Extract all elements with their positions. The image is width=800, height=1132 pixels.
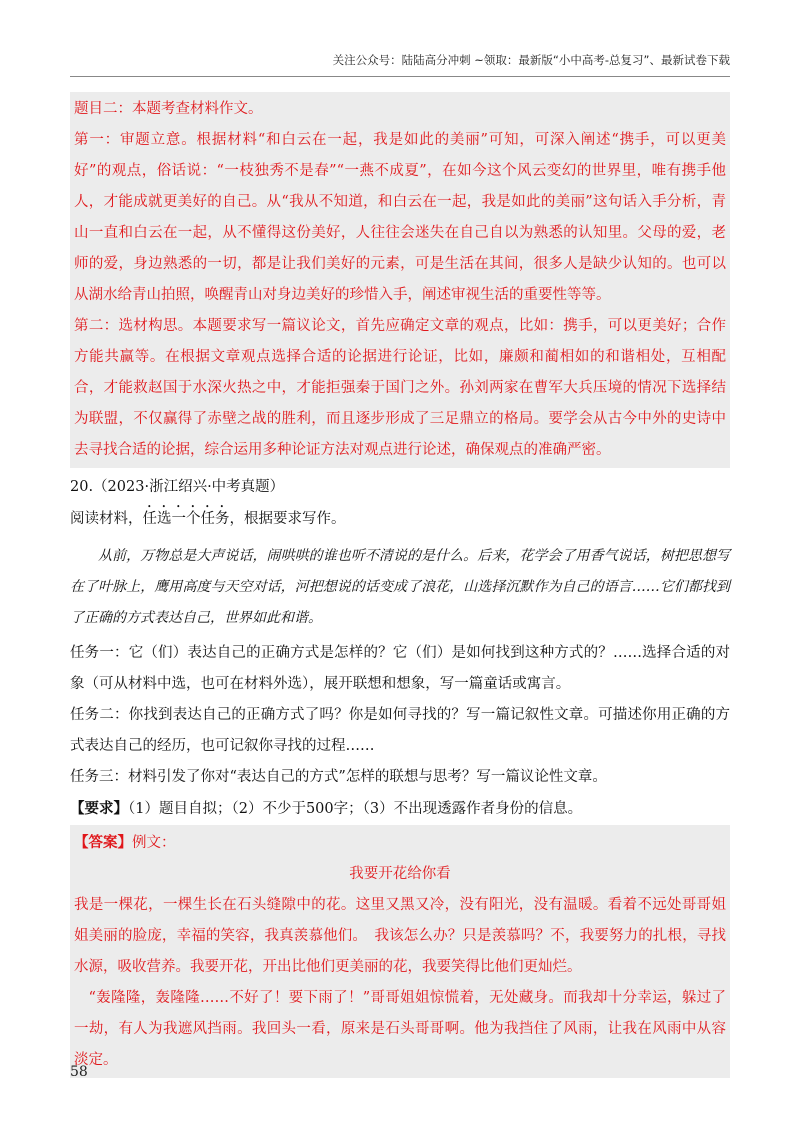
- analysis-block: [70, 92, 730, 468]
- essay-title: 我要开花给你看: [349, 866, 451, 882]
- answer-heading: [74, 827, 726, 859]
- essay-paragraph-2: “轰隆隆，轰隆隆……不好了！要下雨了！”哥哥姐姐惊慌着，无处藏身。而我却十分幸运，躲过了一劫，有人为我遮风挡雨。我回头一看，原来是石头哥哥啊。他为我挡住了风雨，让我在风雨中从容淡定。: [74, 990, 726, 1068]
- answer-label-suffix: 例文：: [132, 835, 176, 851]
- task-two: 任务二：你找到表达自己的正确方式了吗？你是如何寻找的？写一篇记叙性文章。可描述你用正确的方式表达自己的经历，也可记叙你寻找的过程……: [70, 707, 730, 754]
- requirements: [70, 793, 730, 825]
- page-header: 关注公众号：陆陆高分冲刺 ~领取：最新版“小中高考-总复习”、最新试卷下载: [332, 53, 730, 67]
- task-one: 任务一：它（们）表达自己的正确方式是怎样的？它（们）是如何找到这种方式的？……选择合适的对象（可从材料中选，也可在材料外选），展开联想和想象，写一篇童话或寓言。: [70, 645, 730, 692]
- reading-material: 从前，万物总是大声说话，闹哄哄的谁也听不清说的是什么。后来，花学会了用香气说话，树把思想写在了叶脉上，鹰用高度与天空对话，河把想说的话变成了浪花，山选择沉默作为自己的语言……它们都找到了正确的方式表达自己，世界如此和谐。: [70, 548, 730, 626]
- header-divider: [70, 76, 730, 77]
- requirements-text: （1）题目自拟；（2）不少于500字；（3）不出现透露作者身份的信息。: [128, 801, 583, 817]
- task-three: 任务三：材料引发了你对“表达自己的方式”怎样的联想与思考？写一篇议论性文章。: [70, 769, 607, 785]
- answer-block: [70, 825, 730, 1078]
- page-content: [70, 92, 730, 1078]
- question-instruction: [70, 503, 730, 535]
- essay-paragraph-1: 我是一棵花，一棵生长在石头缝隙中的花。这里又黑又冷，没有阳光，没有温暖。看着不远处哥哥姐姐美丽的脸庞，幸福的笑容，我真羡慕他们。 我该怎么办？只是羡慕吗？不，我要努力的扎根，寻找水源，吸收营养。我要开花，开出比他们更美丽的花，我要笑得比他们更灿烂。: [74, 897, 726, 975]
- instruction-emphasis: 任选一个任务: [142, 511, 230, 527]
- answer-label: 【答案】: [74, 834, 132, 851]
- page-number: 58: [70, 1064, 88, 1080]
- analysis-part1: 第一：审题立意。根据材料“和白云在一起，我是如此的美丽”可知，可深入阐述“携手，可以更美好”的观点，俗话说：“一枝独秀不是春”“一燕不成夏”，在如今这个风云变幻的世界里，唯有携手他人，才能成就更美好的自己。从“我从不知道，和白云在一起，我是如此的美丽”这句话入手分析，青山一直和白云在一起，从不懂得这份美好，人往往会迷失在自己自以为熟悉的认知里。父母的爱，老师的爱，身边熟悉的一切，都是让我们美好的元素，可是生活在其间，很多人是缺少认知的。也可以从湖水给青山拍照，唤醒青山对身边美好的珍惜入手，阐述审视生活的重要性等等。: [74, 132, 726, 303]
- analysis-part2: 第二：选材构思。本题要求写一篇议论文，首先应确定文章的观点，比如：携手，可以更美好；合作方能共赢等。在根据文章观点选择合适的论据进行论证，比如，廉颇和蔺相如的和谐相处，互相配合，才能救赵国于水深火热之中，才能拒强秦于国门之外。孙刘两家在曹军大兵压境的情况下选择结为联盟，不仅赢得了赤壁之战的胜利，而且逐步形成了三足鼎立的格局。要学会从古今中外的史诗中去寻找合适的论据，综合运用多种论证方法对观点进行论述，确保观点的准确严密。: [74, 318, 726, 458]
- analysis-title: 题目二：本题考查材料作文。: [74, 101, 263, 117]
- requirements-label: 【要求】: [70, 800, 128, 817]
- instruction-post: ，根据要求写作。: [229, 511, 346, 527]
- question-number: 20.（2023·浙江绍兴·中考真题）: [70, 479, 285, 495]
- instruction-pre: 阅读材料，: [70, 511, 143, 527]
